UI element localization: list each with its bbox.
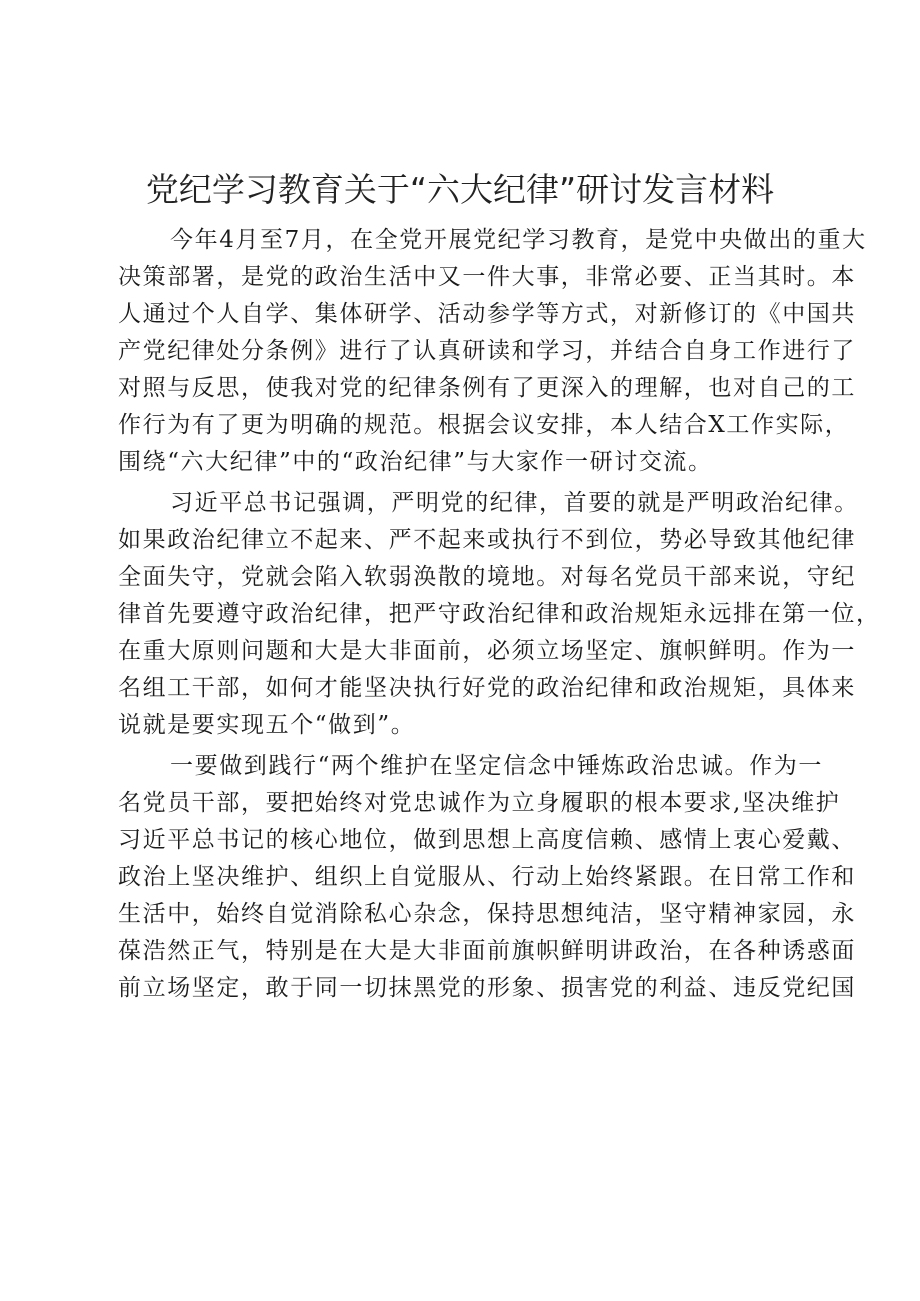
paragraph-line: 围绕“六大纪律”中的“政治纪律”与大家作一研讨交流。 [118, 449, 713, 475]
paragraph-3 [118, 748, 856, 1007]
paragraph-line: 人通过个人自学、集体研学、活动参学等方式，对新修订的《中国共 [118, 301, 856, 327]
paragraph-line: 生活中，始终自觉消除私心杂念，保持思想纯洁，坚守精神家园，永 [118, 901, 856, 927]
paragraph-line: 一要做到践行“两个维护在坚定信念中锤炼政治忠诚。作为一 [170, 753, 823, 779]
document-body [118, 222, 881, 1007]
paragraph-2 [118, 485, 881, 744]
paragraph-line: 在重大原则问题和大是大非面前，必须立场坚定、旗帜鲜明。作为一 [118, 638, 856, 664]
paragraph-line: 政治上坚决维护、组织上自觉服从、行动上始终紧跟。在日常工作和 [118, 864, 856, 890]
document-title: 党纪学习教育关于“六大纪律”研讨发言材料 [145, 170, 775, 209]
paragraph-line: 名党员干部，要把始终对党忠诚作为立身履职的根本要求,坚决维护 [118, 790, 841, 816]
paragraph-line: 如果政治纪律立不起来、严不起来或执行不到位，势必导致其他纪律 [118, 527, 856, 553]
paragraph-line: 全面失守，党就会陷入软弱涣散的境地。对每名党员干部来说，守纪 [118, 564, 856, 590]
paragraph-line: 律首先要遵守政治纪律，把严守政治纪律和政治规矩永远排在第一位， [118, 601, 881, 627]
paragraph-line: 名组工干部，如何才能坚决执行好党的政治纪律和政治规矩，具体来 [118, 675, 856, 701]
paragraph-line: 作行为有了更为明确的规范。根据会议安排，本人结合X工作实际， [118, 412, 850, 438]
paragraph-line: 前立场坚定，敢于同一切抹黑党的形象、损害党的利益、违反党纪国 [118, 975, 856, 1001]
paragraph-line: 葆浩然正气，特别是在大是大非面前旗帜鲜明讲政治，在各种诱惑面 [118, 938, 856, 964]
paragraph-line: 习近平总书记的核心地位，做到思想上高度信赖、感情上衷心爱戴、 [118, 827, 856, 853]
paragraph-line: 决策部署，是党的政治生活中又一件大事，非常必要、正当其时。本 [118, 264, 856, 290]
paragraph-1 [118, 222, 867, 481]
paragraph-line: 对照与反思，使我对党的纪律条例有了更深入的理解，也对自己的工 [118, 375, 856, 401]
paragraph-line: 产党纪律处分条例》进行了认真研读和学习，并结合自身工作进行了 [118, 338, 856, 364]
paragraph-line: 今年4月至7月，在全党开展党纪学习教育，是党中央做出的重大 [170, 227, 867, 253]
paragraph-line: 说就是要实现五个“做到”。 [118, 712, 416, 738]
paragraph-line: 习近平总书记强调，严明党的纪律，首要的就是严明政治纪律。 [170, 490, 859, 516]
